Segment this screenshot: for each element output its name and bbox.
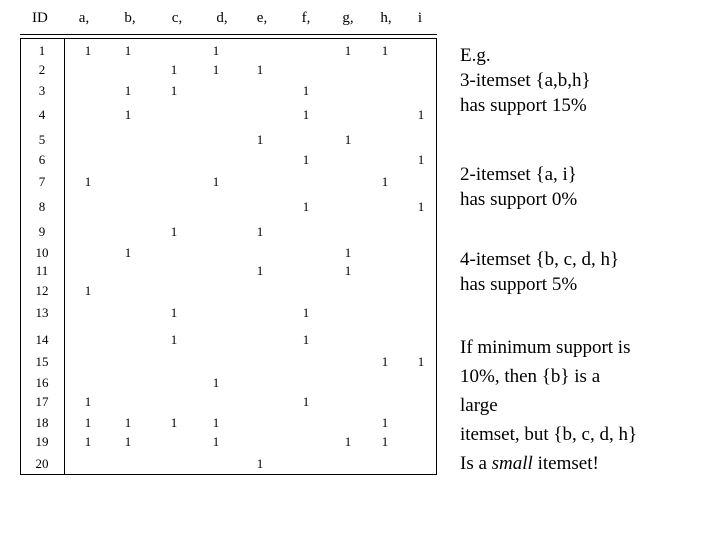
table-cell: 1 [170, 415, 178, 430]
table-cell: 1 [212, 415, 220, 430]
table-cell: 1 [256, 263, 264, 278]
note-3-itemset [460, 43, 591, 118]
table-cell: 1 [170, 224, 178, 239]
table-cell: 1 [212, 375, 220, 390]
table-cell: 1 [417, 107, 425, 122]
row-id: 9 [38, 224, 46, 239]
table-cell: 1 [302, 107, 310, 122]
note-line: 4-itemset {b, c, d, h} [460, 249, 620, 270]
table-cell: 1 [256, 62, 264, 77]
note-line: has support 15% [460, 95, 587, 116]
table-cell: 1 [124, 415, 132, 430]
row-id: 12 [35, 283, 49, 298]
header-col-0: a, [78, 10, 90, 26]
table-cell: 1 [256, 224, 264, 239]
header-divider [20, 34, 437, 35]
header-col-3: d, [216, 10, 228, 26]
table-cell: 1 [417, 152, 425, 167]
table-cell: 1 [417, 354, 425, 369]
table-cell: 1 [344, 245, 352, 260]
note-line: 2-itemset {a, i} [460, 164, 577, 185]
table-cell: 1 [170, 305, 178, 320]
row-id: 14 [35, 332, 49, 347]
table-cell: 1 [124, 434, 132, 449]
table-cell: 1 [302, 305, 310, 320]
header-col-6: g, [342, 10, 354, 26]
table-rows [20, 38, 437, 475]
header-id: ID [32, 10, 48, 26]
table-cell: 1 [302, 394, 310, 409]
table-cell: 1 [417, 199, 425, 214]
row-id: 3 [38, 83, 46, 98]
header-col-4: e, [256, 10, 268, 26]
table-cell: 1 [256, 456, 264, 471]
note-line: itemset, but {b, c, d, h} [460, 424, 638, 445]
table-cell: 1 [84, 394, 92, 409]
table-cell: 1 [170, 332, 178, 347]
row-id: 8 [38, 199, 46, 214]
row-id: 16 [35, 375, 49, 390]
table-cell: 1 [84, 43, 92, 58]
row-id: 13 [35, 305, 49, 320]
note-line: has support 5% [460, 274, 578, 295]
table-cell: 1 [256, 132, 264, 147]
note-line: If minimum support is [460, 337, 631, 358]
table-cell: 1 [212, 43, 220, 58]
row-id: 4 [38, 107, 46, 122]
table-cell: 1 [381, 415, 389, 430]
table-cell: 1 [344, 43, 352, 58]
table-cell: 1 [84, 283, 92, 298]
note-text: Is a [460, 453, 492, 474]
note-emphasis: small [491, 453, 533, 474]
table-cell: 1 [302, 152, 310, 167]
note-2-itemset [460, 162, 577, 212]
row-id: 7 [38, 174, 46, 189]
note-line: has support 0% [460, 189, 578, 210]
row-id: 15 [35, 354, 49, 369]
row-id: 5 [38, 132, 46, 147]
note-text: itemset! [532, 453, 599, 474]
row-id: 17 [35, 394, 49, 409]
table-cell: 1 [381, 174, 389, 189]
header-col-7: h, [380, 10, 392, 26]
table-cell: 1 [344, 263, 352, 278]
table-cell: 1 [212, 174, 220, 189]
table-cell: 1 [302, 83, 310, 98]
table-cell: 1 [124, 83, 132, 98]
table-cell: 1 [170, 62, 178, 77]
row-id: 19 [35, 434, 49, 449]
table-cell: 1 [124, 107, 132, 122]
table-cell: 1 [381, 354, 389, 369]
table-cell: 1 [84, 174, 92, 189]
table-cell: 1 [381, 434, 389, 449]
header-col-1: b, [124, 10, 136, 26]
note-minimum-support [460, 333, 637, 478]
note-line [460, 449, 637, 478]
table-cell: 1 [212, 434, 220, 449]
table-cell: 1 [302, 332, 310, 347]
table-cell: 1 [84, 415, 92, 430]
table-cell: 1 [124, 43, 132, 58]
note-line: large [460, 395, 498, 416]
row-id: 10 [35, 245, 49, 260]
note-4-itemset [460, 247, 619, 297]
header-col-8: i [417, 10, 423, 26]
row-id: 20 [35, 456, 49, 471]
table-cell: 1 [344, 434, 352, 449]
table-cell: 1 [84, 434, 92, 449]
note-line: 3-itemset {a,b,h} [460, 70, 591, 91]
row-id: 2 [38, 62, 46, 77]
header-col-5: f, [301, 10, 311, 26]
header-col-2: c, [171, 10, 183, 26]
table-cell: 1 [344, 132, 352, 147]
table-cell: 1 [124, 245, 132, 260]
row-id: 1 [38, 43, 46, 58]
row-id: 6 [38, 152, 46, 167]
table-cell: 1 [212, 62, 220, 77]
row-id: 11 [35, 263, 49, 278]
note-line: E.g. [460, 45, 491, 66]
table-cell: 1 [381, 43, 389, 58]
note-line: 10%, then {b} is a [460, 366, 601, 387]
table-cell: 1 [302, 199, 310, 214]
row-id: 18 [35, 415, 49, 430]
table-cell: 1 [170, 83, 178, 98]
